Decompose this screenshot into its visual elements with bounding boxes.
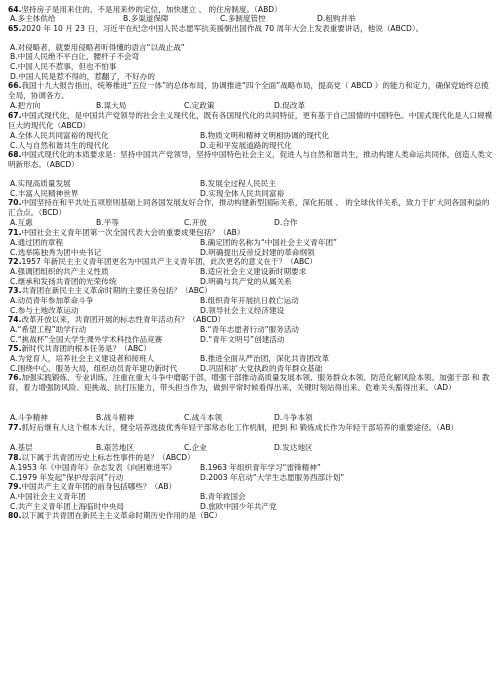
option-d: D.促改革 [274, 101, 306, 110]
option-a: A.对侵略者，就要用侵略者听得懂的语言“以战止战” [10, 43, 185, 52]
option-d: D.斗争本领 [274, 413, 313, 422]
option-c: C.1979 年发起“保护母亲河”行动 [10, 473, 124, 482]
option-b: B.适应社会主义建设新时期要求 [200, 267, 307, 276]
option-c: C.“挑战杯”全国大学生课外学术科技作品竞赛 [10, 335, 163, 344]
option-d: D.旅欧中国少年共产党 [200, 502, 277, 511]
question-text: 中国式现代化，是中国共产党领导的社会主义现代化，既有各国现代化的共同特征，更有基于自己国情的中国特色。中国式现代化是人口规模巨大的现代化 [8, 111, 493, 130]
question-text: 以下属于共青团在新民主主义革命时期历史作用的是 [21, 511, 197, 520]
question-11 [8, 344, 496, 354]
question-number: 76. [8, 373, 22, 382]
option-c: C.企业 [184, 443, 207, 452]
option-b: B.平等 [96, 218, 119, 227]
option-b: B.发展全过程人民民主 [200, 179, 276, 188]
option-d: D.走和平发展道路的现代化 [200, 141, 292, 150]
question-text: 中国共产主义青年团的前身包括哪些？ [21, 482, 151, 491]
option-a: A.基层 [10, 443, 33, 452]
option-a: A.把方向 [10, 101, 41, 110]
option-c: C.中国人民不惹事，但也不怕事 [10, 62, 117, 71]
question-answer: （ABCD） [158, 453, 195, 462]
question-text: 坚持房子是用来住的、不是用来炒的定位，加快建立 、 的住房制度。 [21, 5, 255, 14]
option-d: D.明确提出反帝反封建的革命纲领 [200, 248, 315, 257]
option-d: D.2003 年启动“大学生志愿服务西部计划” [200, 473, 345, 482]
option-b: B.推进全面从严治团，深化共青团改革 [200, 354, 330, 363]
question-answer: （ABD） [254, 5, 282, 14]
option-b: B.青年救国会 [200, 492, 246, 501]
question-text: 中国坚持在和平共处五项原则基础上同各国发展友好合作，推动构建新型国际关系，深化拓展 、 的全球伙伴关系，致力于扩大同各国利益的汇合点。 [8, 198, 490, 217]
option-d: D.发达地区 [274, 443, 313, 452]
option-a: A.斗争精神 [10, 413, 48, 422]
question-number: 68. [8, 150, 22, 159]
option-c: C.战斗本领 [184, 413, 223, 422]
option-c: C.多制度管控 [220, 14, 266, 23]
question-answer: （AD） [433, 382, 456, 392]
option-c: C.围绕中心、服务大局，组织动员青年建功新时代 [10, 364, 178, 373]
question-text: 共青团在新民主主义革命时期的主要任务包括？ [21, 286, 181, 295]
question-answer: （ABC） [286, 257, 317, 266]
question-16 [8, 511, 496, 521]
question-answer: （AB） [218, 228, 245, 237]
option-a: A.多主体供给 [10, 14, 56, 23]
question-text: 抓好后继有人这个根本大计，健全培养选拔优秀年轻干部常态化工作机制，把到 和 锻炼成长作为年轻干部培养的重要途径。 [21, 423, 437, 432]
question-4 [8, 111, 496, 130]
option-a: A.全体人民共同富裕的现代化 [10, 131, 109, 140]
option-a: A.“希望工程”助学行动 [10, 325, 87, 334]
question-number: 77. [8, 423, 22, 432]
question-answer: （BCD） [38, 207, 66, 217]
question-number: 79. [8, 482, 22, 491]
option-a: A.互惠 [10, 218, 33, 227]
option-d: D.巩固和扩大党执政的青年群众基础 [200, 364, 323, 373]
option-b: B.战斗精神 [96, 413, 134, 422]
question-7 [8, 228, 496, 238]
option-b: B.组织青年开展抗日救亡运动 [200, 296, 299, 305]
option-a: A.为党育人，培养社会主义建设者和接班人 [10, 354, 155, 363]
option-d: D.“青年文明号”创建活动 [200, 335, 285, 344]
question-5 [8, 150, 496, 169]
option-b: B.艰苦地区 [96, 443, 134, 452]
question-10 [8, 315, 496, 325]
option-d: D.明确与共产党的从属关系 [200, 277, 292, 286]
option-b: B.谋大局 [96, 101, 127, 110]
option-a: A.强调团组织的共产主义性质 [10, 267, 109, 276]
question-number: 75. [8, 344, 22, 353]
option-d: D.领导社会主义经济建设 [200, 306, 285, 315]
question-number: 73. [8, 286, 22, 295]
option-c: C.定政策 [184, 101, 215, 110]
question-8 [8, 257, 496, 267]
question-number: 74. [8, 315, 22, 324]
option-a: A.实现高质量发展 [10, 179, 71, 188]
question-text: 2020 年 10 月 23 日，习近平在纪念中国人民志愿军抗美援朝出国作战 70 周年大会上发表重要讲话，他说 [21, 24, 383, 33]
question-number: 66. [8, 81, 22, 90]
question-text: 中国社会主义青年团第一次全国代表大会的重要成果包括？ [21, 228, 219, 237]
question-answer: （ABCD）。 [382, 24, 424, 33]
question-number: 80. [8, 511, 22, 520]
option-d: D.租购并举 [317, 14, 356, 23]
question-text: 加强实践锻炼、专业训练，注重在重大斗争中磨砺干部，增强干部推动高质量发展本领、服务群众本领、防范化解风险本领。加强干部 和 教育，着力增强防风险、迎挑战、抗打压能力，带头担当作为，做到平常时候看得出来、关键时刻站得出来、危难关头豁得出来。 [8, 373, 490, 392]
option-c: C.人与自然和谐共生的现代化 [10, 141, 109, 150]
option-b: B.“青年志愿者行动”服务活动 [200, 325, 300, 334]
option-b: B.多渠道保障 [123, 14, 169, 23]
option-b: B.中国人民绝不平白让，腰杆子不会弯 [10, 52, 140, 61]
option-a: A.通过团的章程 [10, 238, 64, 247]
question-answer: （ABC） [120, 344, 151, 353]
question-answer: （ABCD） [45, 159, 79, 169]
option-b: B.物质文明和精神文明相协调的现代化 [200, 131, 330, 140]
option-d: D.实现全体人民共同富裕 [200, 189, 285, 198]
question-text: 改革开放以来，共青团开展的标志性青年活动有？ [21, 315, 189, 324]
question-number: 78. [8, 453, 22, 462]
question-14 [8, 453, 496, 463]
question-answer: （BC） [196, 511, 222, 520]
question-text: 1957 年新民主主义青年团更名为中国共产主义青年团，此次更名的意义在于？ [21, 257, 287, 266]
question-number: 71. [8, 228, 22, 237]
option-c: C.丰富人民精神世界 [10, 189, 79, 198]
question-text: 以下属于共青团历史上标志性事件的是？ [21, 453, 159, 462]
question-13 [8, 423, 496, 433]
question-9 [8, 286, 496, 296]
question-2 [8, 24, 496, 34]
option-c: C.共产主义青年团上海临时中央局 [10, 502, 125, 511]
question-text: 新时代共青团的根本任务是？ [21, 344, 121, 353]
question-number: 72. [8, 257, 22, 266]
question-15 [8, 482, 496, 492]
question-answer: （AB） [436, 423, 459, 432]
question-answer: （AB） [150, 482, 177, 491]
option-c: C.继承和发扬共青团的光荣传统 [10, 277, 117, 286]
option-c: C.选举陈独秀为团中央书记 [10, 248, 102, 257]
question-number: 64. [8, 5, 22, 14]
question-text: 中国式现代化的本质要求是：坚持中国共产党领导，坚持中国特色社会主义，促进人与自然和谐共生，推动构建人类命运共同体，创造人类文明新形态。 [8, 150, 493, 169]
option-a: A.动员青年参加革命斗争 [10, 296, 94, 305]
option-a: A.1953 年《中国青年》杂志发表《向困难进军》 [10, 463, 176, 472]
question-answer: （ABCD） [53, 120, 91, 130]
option-c: C.开放 [184, 218, 207, 227]
question-3 [8, 81, 496, 100]
question-12 [8, 373, 496, 392]
question-number: 67. [8, 111, 22, 120]
option-d: D.中国人民是惹不得的，惹翻了，不好办的 [10, 72, 155, 81]
question-answer: （ABC） [180, 286, 212, 295]
question-number: 65. [8, 24, 22, 33]
option-b: B.确定团的名称为“中国社会主义青年团” [200, 238, 337, 247]
question-answer: （ABCD） [188, 315, 226, 324]
question-number: 70. [8, 198, 22, 207]
question-6 [8, 198, 496, 217]
option-c: C.参与土地改革运动 [10, 306, 79, 315]
option-b: B.1963 年组织青年学习“雷锋精神” [200, 463, 321, 472]
option-a: A.中国社会主义青年团 [10, 492, 86, 501]
option-d: D.合作 [274, 218, 298, 227]
question-text: 我国十九大报告指出，统筹推进“五位一体”的总体布局，协调推进“四个全面”战略布局，提高党（ ABCD ）的能力和定力，确保党始终总揽全局，协调各方。 [8, 81, 489, 100]
